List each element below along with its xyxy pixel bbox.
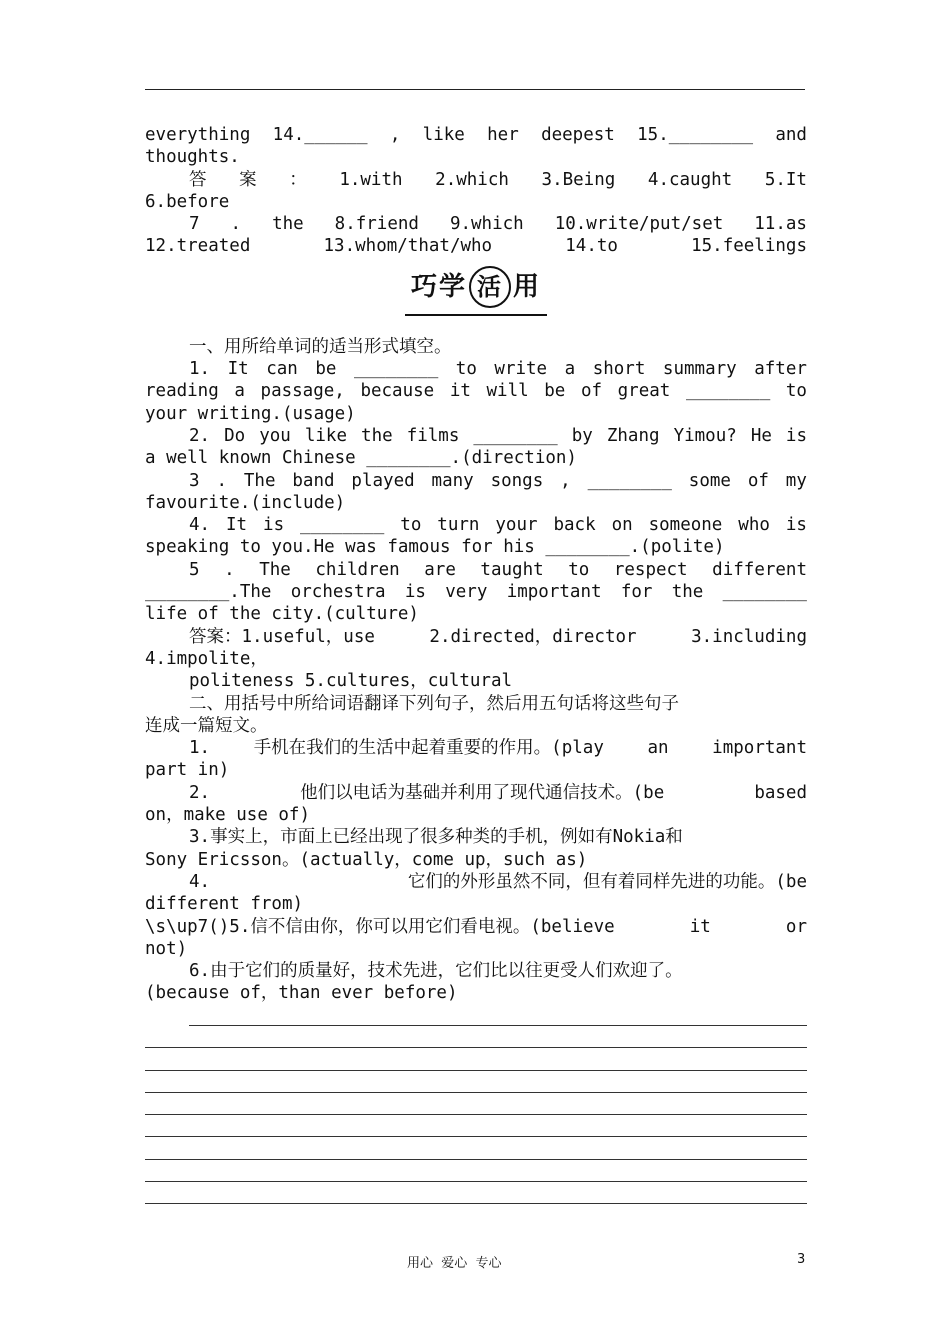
question-line: different from) — [145, 894, 304, 915]
writing-line — [145, 1142, 807, 1164]
answer-line: 答 案 ： 1.with 2.which 3.Being 4.caught 5.It — [189, 169, 807, 190]
question-line: 3 . The band played many songs , ________ some of my — [189, 470, 807, 491]
question-line: Sony Ericsson。(actually，come up，such as) — [145, 849, 588, 870]
answer-line: 4.impolite， — [145, 648, 268, 669]
writing-line — [145, 1009, 807, 1031]
text-line: thoughts. — [145, 147, 240, 168]
answer-line: 12.treated 13.whom/that/who 14.to 15.feelings — [145, 236, 807, 257]
page-content — [145, 124, 807, 1209]
question-line: part in) — [145, 760, 230, 781]
section-heading: 连成一篇短文。 — [145, 715, 268, 736]
question-line: 6.由于它们的质量好，技术先进，它们比以往更受人们欢迎了。 — [189, 961, 683, 982]
previous-answers — [145, 124, 807, 258]
question-line: life of the city.(culture) — [145, 604, 419, 625]
writing-line — [145, 1120, 807, 1142]
question-line: 1. 手机在我们的生活中起着重要的作用。(play an important — [189, 738, 807, 759]
exercise-section-2 — [145, 693, 807, 1005]
writing-line — [145, 1098, 807, 1120]
question-line: ________.The orchestra is very important for the ________ — [145, 582, 807, 603]
answer-line: politeness 5.cultures，cultural — [189, 671, 513, 692]
banner-circled-char: 活 — [469, 266, 511, 308]
banner-title — [411, 266, 541, 308]
question-line: 2. Do you like the films ________ by Zhang Yimou? He is — [189, 425, 807, 446]
section-heading: 二、用括号中所给词语翻译下列句子，然后用五句话将这些句子 — [189, 693, 679, 714]
exercise-section-1 — [145, 336, 807, 693]
question-line: \s\up7()5.信不信由你，你可以用它们看电视。(believe it or — [145, 916, 807, 937]
writing-line — [145, 1187, 807, 1209]
writing-line — [145, 1165, 807, 1187]
question-line: 2. 他们以电话为基础并利用了现代通信技术。(be based — [189, 782, 807, 803]
writing-line — [145, 1053, 807, 1075]
banner-right-text: 用 — [513, 271, 542, 302]
question-line: (because of，than ever before) — [145, 983, 458, 1004]
banner-left-text: 巧学 — [410, 271, 467, 302]
question-line: not) — [145, 938, 188, 959]
header-rule — [145, 89, 805, 90]
section-heading: 一、用所给单词的适当形式填空。 — [189, 336, 452, 357]
question-line: 3.事实上，市面上已经出现了很多种类的手机，例如有Nokia和 — [189, 827, 683, 848]
question-line: 1. It can be ________ to write a short summary after — [189, 359, 807, 380]
question-line: reading a passage, because it will be of great ________ to — [145, 381, 807, 402]
footer-motto: 用心 爱心 专心 — [407, 1256, 502, 1271]
writing-line — [145, 1076, 807, 1098]
banner-underline — [405, 314, 547, 316]
answer-line: 6.before — [145, 191, 230, 212]
writing-line — [145, 1031, 807, 1053]
question-line: your writing.(usage) — [145, 403, 356, 424]
question-line: speaking to you.He was famous for his ________.(polite) — [145, 537, 725, 558]
question-line: 4. It is ________ to turn your back on someone who is — [189, 515, 807, 536]
question-line: 4. 它们的外形虽然不同，但有着同样先进的功能。(be — [189, 871, 807, 892]
section-banner — [145, 262, 807, 312]
question-line: favourite.(include) — [145, 492, 346, 513]
answer-writing-lines — [145, 1009, 807, 1210]
answer-line: 答案：1.useful，use 2.directed，director 3.including — [189, 626, 807, 647]
question-line: a well known Chinese ________.(direction) — [145, 448, 577, 469]
question-line: on，make use of) — [145, 805, 311, 826]
text-line: everything 14.______ , like her deepest 15.________ and — [145, 125, 807, 145]
question-line: 5 . The children are taught to respect different — [189, 559, 807, 580]
page-number: 3 — [797, 1252, 806, 1267]
answer-line: 7 . the 8.friend 9.which 10.write/put/set 11.as — [189, 214, 807, 235]
